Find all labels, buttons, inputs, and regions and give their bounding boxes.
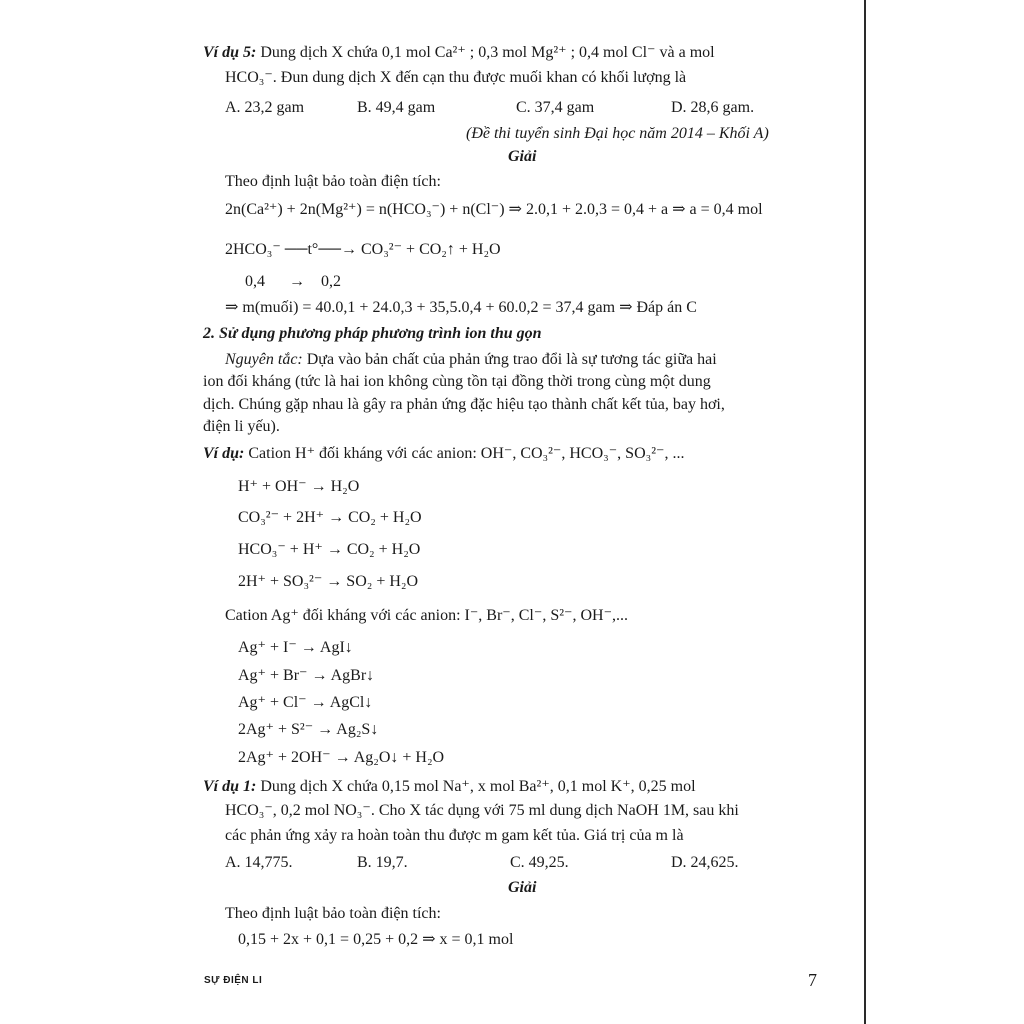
example5-solution-line5: ⇒ m(muối) = 40.0,1 + 24.0,3 + 35,5.0,4 + 60.0,2 = 37,4 gam ⇒ Đáp án C	[225, 299, 697, 316]
ag-intro: Cation Ag⁺ đối kháng với các anion: I⁻, Br⁻, Cl⁻, S²⁻, OH⁻,...	[225, 607, 629, 624]
example5-solution-label: Giải	[508, 148, 537, 165]
example1-option-d: D. 24,625.	[671, 854, 739, 871]
ag-equation-4: 2Ag⁺ + S²⁻ → Ag₂S↓	[238, 721, 379, 738]
example5-option-d: D. 28,6 gam.	[671, 99, 755, 116]
example1-lead: Ví dụ 1:	[203, 778, 257, 795]
example5-source: (Đề thi tuyển sinh Đại học năm 2014 – Khối A)	[466, 125, 769, 142]
h-equation-3: HCO₃⁻ + H⁺ → CO₂ + H₂O	[238, 541, 421, 558]
example1-solution-line1: Theo định luật bảo toàn điện tích:	[225, 905, 441, 922]
ag-equation-5: 2Ag⁺ + 2OH⁻ → Ag₂O↓ + H₂O	[238, 749, 445, 766]
example1-solution-label: Giải	[508, 879, 537, 896]
example1-line2: HCO₃⁻, 0,2 mol NO₃⁻. Cho X tác dụng với 75 ml dung dịch NaOH 1M, sau khi	[225, 802, 739, 819]
principle-lead: Nguyên tắc:	[225, 351, 303, 368]
example1-option-b: B. 19,7.	[357, 854, 408, 871]
principle-line1	[225, 350, 717, 370]
principle-text: Dựa vào bản chất của phản ứng trao đổi là sự tương tác giữa hai	[302, 351, 717, 368]
footer-chapter: SỰ ĐIỆN LI	[204, 975, 263, 986]
example5-solution-line1: Theo định luật bảo toàn điện tích:	[225, 173, 441, 190]
page-edge-border	[864, 0, 866, 1024]
principle-line4: điện li yếu).	[203, 418, 280, 435]
example5-line2: HCO₃⁻. Đun dung dịch X đến cạn thu được muối khan có khối lượng là	[225, 69, 687, 86]
example5-text: Dung dịch X chứa 0,1 mol Ca²⁺ ; 0,3 mol Mg²⁺ ; 0,4 mol Cl⁻ và a mol	[256, 44, 715, 61]
example1-text: Dung dịch X chứa 0,15 mol Na⁺, x mol Ba²⁺, 0,1 mol K⁺, 0,25 mol	[256, 778, 696, 795]
example1-option-c: C. 49,25.	[510, 854, 569, 871]
example1-line1	[203, 777, 696, 797]
h-equation-2: CO₃²⁻ + 2H⁺ → CO₂ + H₂O	[238, 509, 422, 526]
example5-option-a: A. 23,2 gam	[225, 99, 305, 116]
h-equation-1: H⁺ + OH⁻ → H₂O	[238, 478, 360, 495]
example5-line1	[203, 43, 715, 63]
principle-line2: ion đối kháng (tức là hai ion không cùng tồn tại đồng thời trong cùng một dung	[203, 373, 711, 390]
ag-equation-1: Ag⁺ + I⁻ → AgI↓	[238, 639, 353, 656]
h-equation-4: 2H⁺ + SO₃²⁻ → SO₂ + H₂O	[238, 573, 419, 590]
example-lead: Ví dụ:	[203, 445, 245, 462]
example5-lead: Ví dụ 5:	[203, 44, 257, 61]
example1-solution-line2: 0,15 + 2x + 0,1 = 0,25 + 0,2 ⇒ x = 0,1 mol	[238, 931, 514, 948]
principle-line3: dịch. Chúng gặp nhau là gây ra phản ứng đặc hiệu tạo thành chất kết tủa, bay hơi,	[203, 396, 725, 413]
example-h-text: Cation H⁺ đối kháng với các anion: OH⁻, CO₃²⁻, HCO₃⁻, SO₃²⁻, ...	[244, 445, 685, 462]
page-number: 7	[808, 970, 817, 990]
example1-line3: các phản ứng xảy ra hoàn toàn thu được m gam kết tủa. Giá trị của m là	[225, 827, 684, 844]
example5-solution-line4: 0,4 → 0,2	[245, 273, 341, 290]
ag-equation-3: Ag⁺ + Cl⁻ → AgCl↓	[238, 694, 373, 711]
example5-solution-line3: 2HCO₃⁻ ──t°──→ CO₃²⁻ + CO₂↑ + H₂O	[225, 241, 501, 258]
example5-solution-line2: 2n(Ca²⁺) + 2n(Mg²⁺) = n(HCO₃⁻) + n(Cl⁻) ⇒ 2.0,1 + 2.0,3 = 0,4 + a ⇒ a = 0,4 mol	[225, 201, 763, 218]
ag-equation-2: Ag⁺ + Br⁻ → AgBr↓	[238, 667, 375, 684]
section2-heading: 2. Sử dụng phương pháp phương trình ion thu gọn	[203, 325, 542, 342]
example5-option-c: C. 37,4 gam	[516, 99, 595, 116]
example1-option-a: A. 14,775.	[225, 854, 293, 871]
example-h-intro	[203, 444, 684, 464]
example5-option-b: B. 49,4 gam	[357, 99, 436, 116]
